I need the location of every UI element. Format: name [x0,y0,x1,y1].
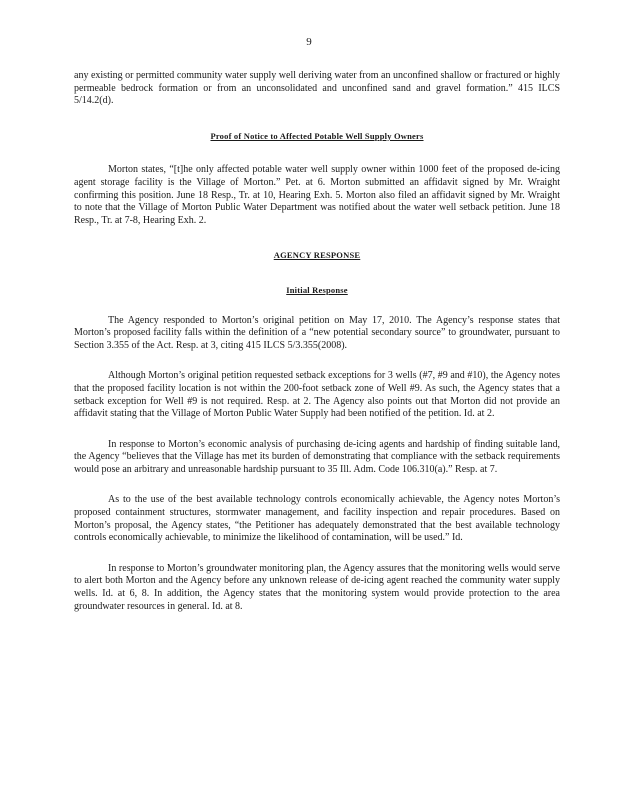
paragraph-groundwater-monitoring: In response to Morton’s groundwater monitoring plan, the Agency assures that the monitoring wells would serve to alert both Morton and the Agency before any unknown release of de-icing agent reached the community water supply wells. Id. at 6, 8. In addition, the Agency states that the monitoring system would provide protection to the area groundwater resources in general. Id. at 8. [74,562,560,612]
paragraph-agency-responded: The Agency responded to Morton’s original petition on May 17, 2010. The Agency’s response states that Morton’s proposed facility falls within the definition of a “new potential secondary source” to groundwater, pursuant to Section 3.355 of the Act. Resp. at 3, citing 415 ILCS 5/3.355(2008). [74,314,560,351]
paragraph-setback-exceptions: Although Morton’s original petition requested setback exceptions for 3 wells (#7, #9 and #10), the Agency notes that the proposed facility location is not within the 200-foot setback zone of Well #9. As such, the Agency states that a setback exception for Well #9 is not required. Resp. at 2. The Agency also points out that Morton did not provide an affidavit stating that the Village of Morton Public Water Supply had been notified of the petition. Id. at 2. [74,370,560,420]
paragraph-statute-quote: any existing or permitted community water supply well deriving water from an unconfined shallow or fractured or highly permeable bedrock formation or from an unconsolidated and unconfined sand and gravel formation.” 415 ILCS 5/14.2(d). [74,70,560,107]
paragraph-economic-analysis: In response to Morton’s economic analysis of purchasing de-icing agents and hardship of finding suitable land, the Agency “believes that the Village has met its burden of demonstrating that compliance with the setback requirements would pose an arbitrary and unreasonable hardship pursuant to 35 Ill. Adm. Code 106.310(a).” Resp. at 7. [74,438,560,475]
paragraph-morton-affidavit: Morton states, “[t]he only affected potable water well supply owner within 1000 feet of the proposed de-icing agent storage facility is the Village of Morton.” Pet. at 6. Morton submitted an affidavit signed by Mr. Wraight confirming this position. June 18 Resp., Tr. at 10, Hearing Exh. 5. Morton also filed an affidavit signed by Mr. Wraight to note that the Village of Morton Public Water Department was notified about the water well setback petition. June 18 Resp., Tr. at 7-8, Hearing Exh. 2. [74,164,560,226]
document-body [74,70,560,613]
heading-initial-response: Initial Response [286,284,348,295]
heading-agency-response: AGENCY RESPONSE [273,250,361,261]
paragraph-best-available-technology: As to the use of the best available technology controls economically achievable, the Agency notes Morton’s proposed containment structures, stormwater management, and facility inspection and repair procedures. Based on Morton’s proposal, the Agency states, “the Petitioner has adequately demonstrated that the best available technology controls economically achievable, to minimize the likelihood of contamination, will be used.” Id. [74,494,560,544]
page-number: 9 [306,36,312,48]
heading-proof-of-notice: Proof of Notice to Affected Potable Well Supply Owners [210,130,424,141]
